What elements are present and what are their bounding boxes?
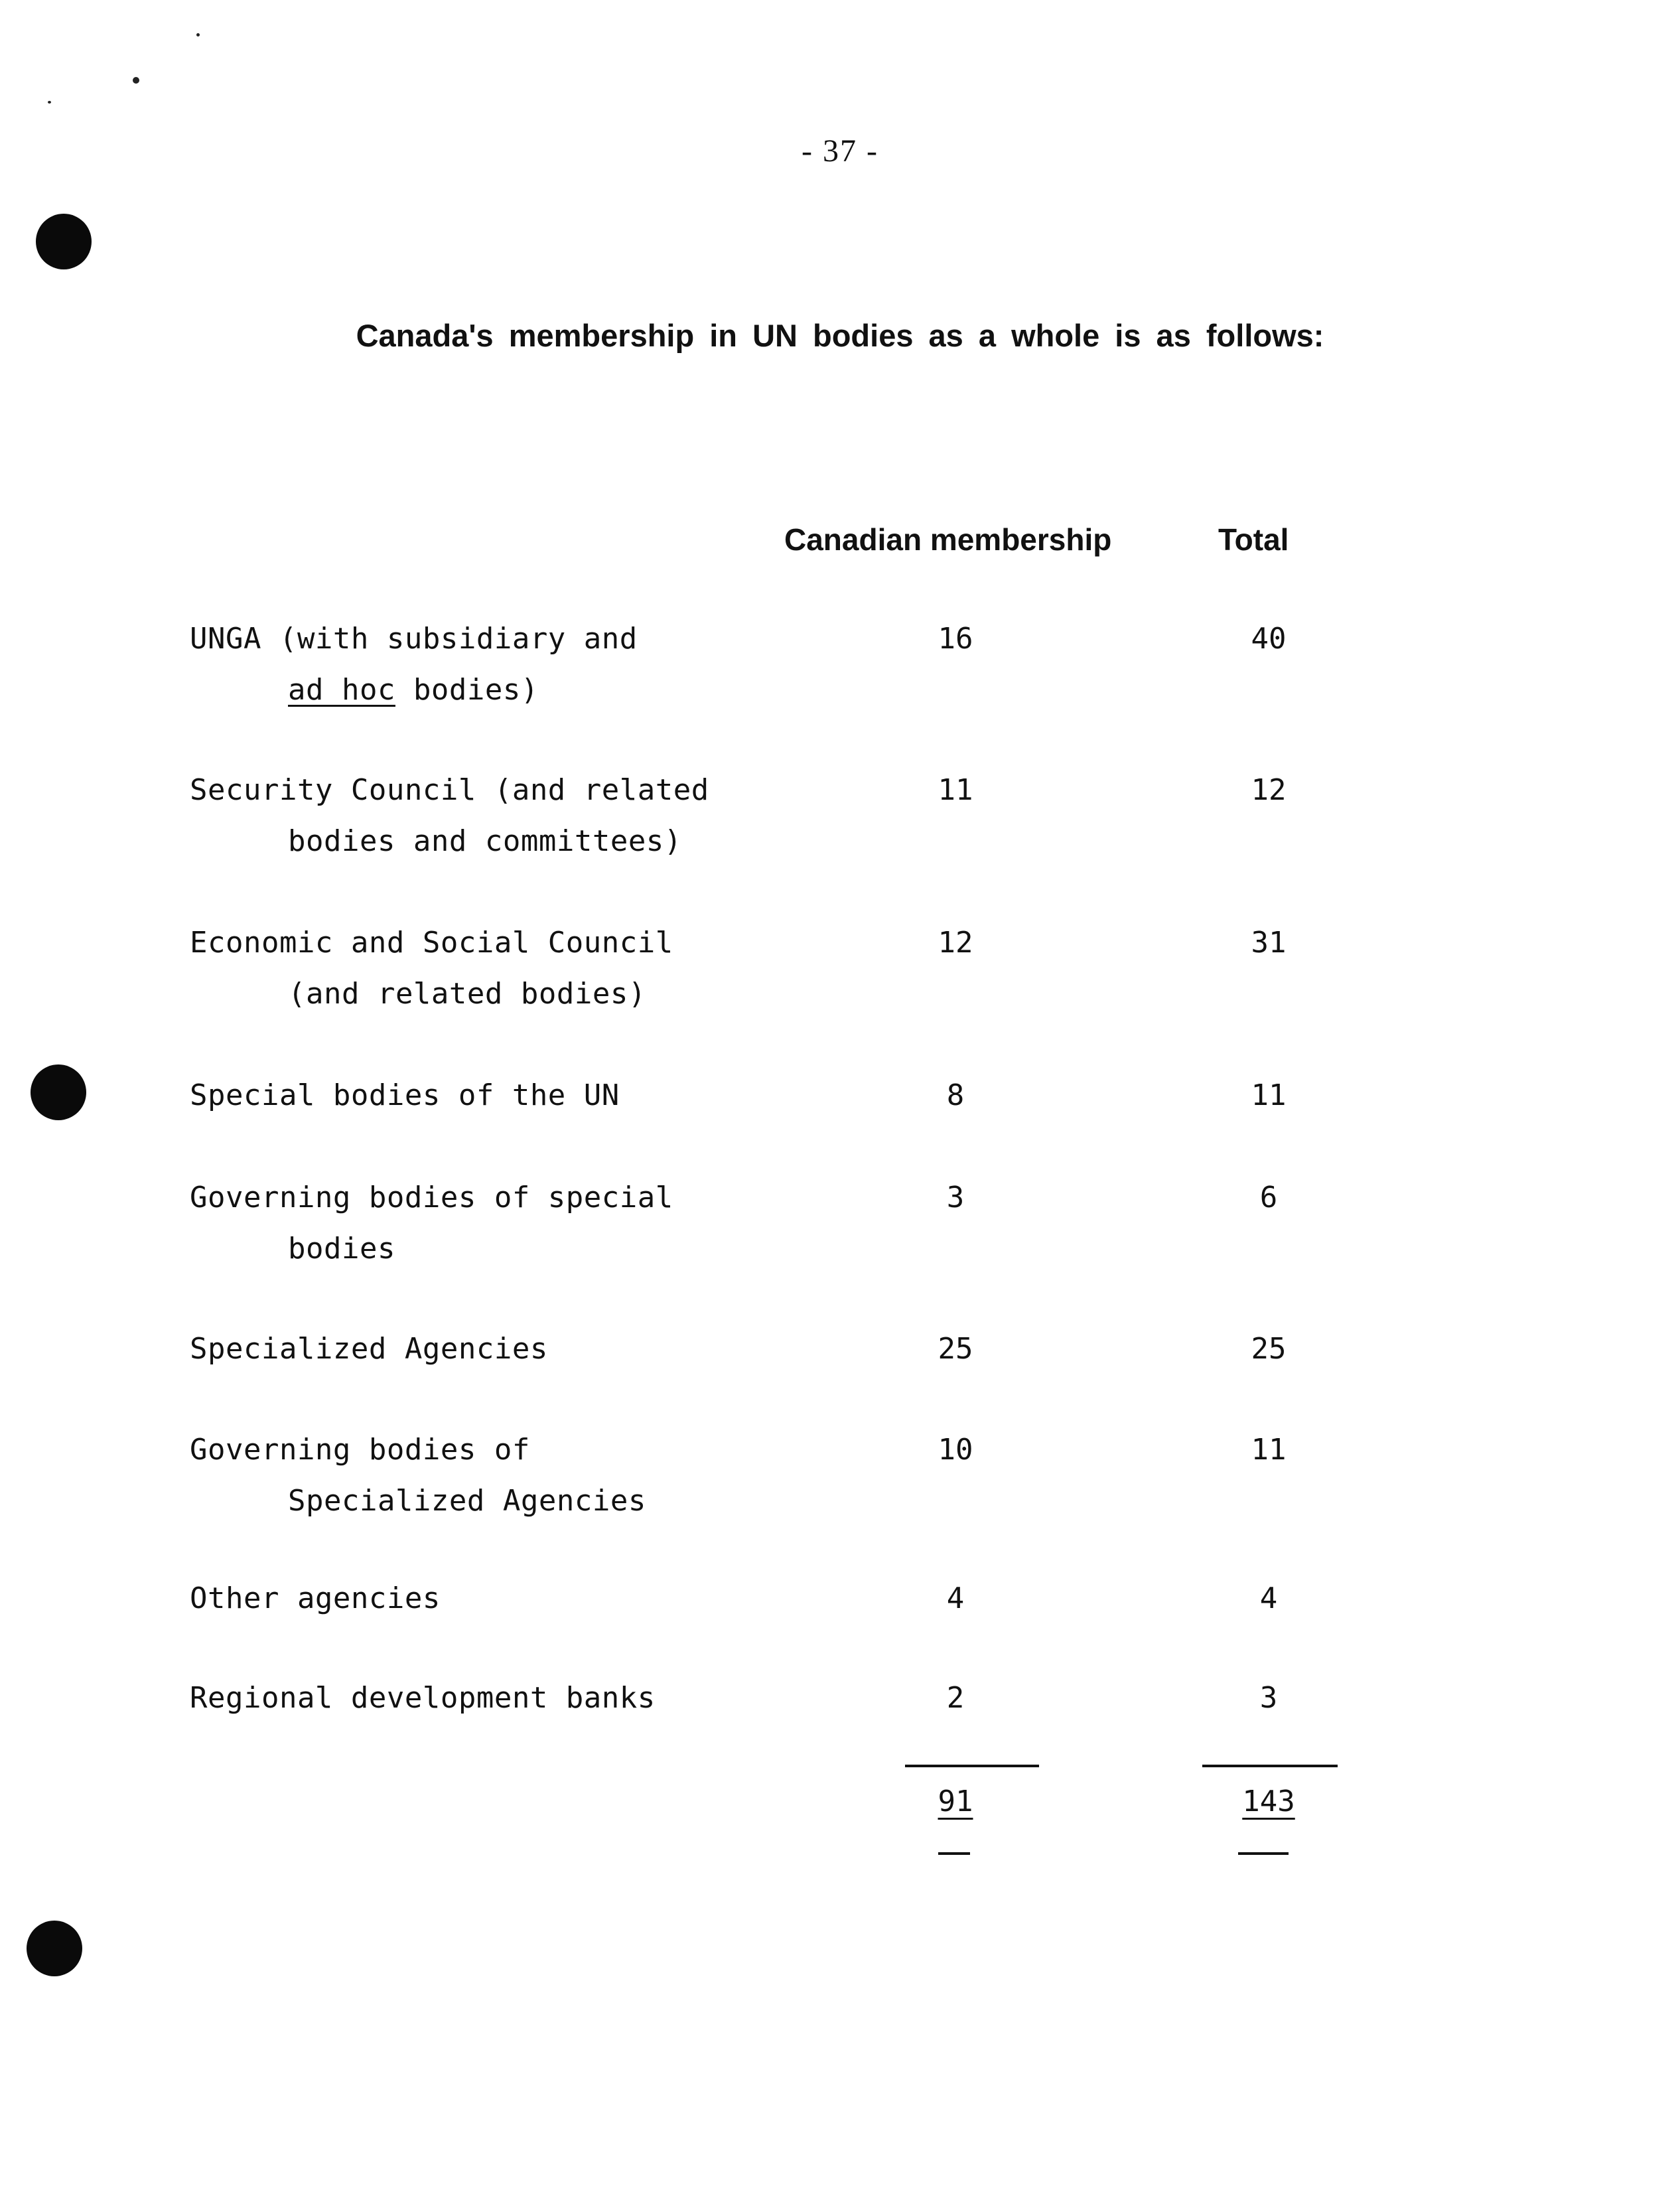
canadian-value: 10	[938, 1433, 973, 1467]
total-value: 6	[1259, 1181, 1278, 1214]
row-label-line: UNGA (with subsidiary and	[190, 622, 638, 656]
row-label-line: Economic and Social Council	[190, 926, 673, 960]
punch-hole-bottom	[27, 1921, 82, 1976]
total-value: 25	[1251, 1332, 1287, 1366]
total-value: 40	[1251, 622, 1287, 656]
row-label-line-2	[190, 664, 638, 715]
column-header-canadian-membership: Canadian membership	[784, 522, 1112, 557]
sum-rule-canadian	[905, 1765, 1039, 1767]
scan-speck	[133, 77, 139, 84]
row-label-ecosoc	[190, 917, 673, 1019]
row-label-line: Governing bodies of special	[190, 1181, 673, 1214]
row-label-line: Special bodies of the UN	[190, 1078, 620, 1112]
punch-hole-middle	[31, 1064, 86, 1120]
double-rule-total	[1238, 1852, 1289, 1855]
canadian-value: 25	[938, 1332, 973, 1366]
canadian-value: 11	[938, 773, 973, 807]
row-label-line-2: bodies	[288, 1232, 395, 1266]
row-label-line-2: Specialized Agencies	[288, 1484, 646, 1518]
row-label-governing-specialized	[190, 1424, 646, 1526]
double-rule-canadian	[938, 1852, 970, 1855]
italic-term: ad hoc	[288, 673, 395, 707]
column-header-total: Total	[1218, 522, 1289, 557]
canadian-value: 3	[946, 1181, 965, 1214]
row-label-governing-special	[190, 1172, 673, 1274]
row-label-line-2-rest: bodies)	[395, 673, 539, 707]
row-label-regional-banks	[190, 1672, 656, 1723]
canadian-value: 8	[946, 1078, 965, 1112]
row-label-line: Specialized Agencies	[190, 1332, 548, 1366]
canadian-value: 4	[946, 1581, 965, 1615]
scan-speck	[48, 101, 51, 104]
total-canadian-value: 91	[938, 1785, 973, 1818]
row-label-security-council	[190, 765, 709, 867]
total-overall	[1229, 1776, 1308, 1827]
total-value: 3	[1259, 1681, 1278, 1715]
total-canadian	[916, 1776, 995, 1827]
total-value: 31	[1251, 926, 1287, 960]
row-label-line: Governing bodies of	[190, 1433, 530, 1467]
row-label-line-2: bodies and committees)	[288, 824, 682, 858]
page-heading: Canada's membership in UN bodies as a whole is as follows:	[356, 318, 1324, 353]
canadian-value: 2	[946, 1681, 965, 1715]
row-label-line: Regional development banks	[190, 1681, 656, 1715]
row-label-special-bodies	[190, 1070, 620, 1121]
total-value: 11	[1251, 1433, 1287, 1467]
row-label-unga	[190, 613, 638, 715]
sum-rule-total	[1202, 1765, 1338, 1767]
total-overall-value: 143	[1242, 1785, 1295, 1818]
page-number: - 37 -	[802, 133, 878, 169]
row-label-line: Security Council (and related	[190, 773, 709, 807]
row-label-specialized-agencies	[190, 1323, 548, 1374]
scan-speck	[196, 33, 200, 37]
row-label-other-agencies	[190, 1573, 441, 1624]
total-value: 11	[1251, 1078, 1287, 1112]
canadian-value: 16	[938, 622, 973, 656]
canadian-value: 12	[938, 926, 973, 960]
total-value: 4	[1259, 1581, 1278, 1615]
row-label-line-2: (and related bodies)	[288, 977, 646, 1011]
total-value: 12	[1251, 773, 1287, 807]
punch-hole-top	[36, 214, 92, 269]
row-label-line: Other agencies	[190, 1581, 441, 1615]
